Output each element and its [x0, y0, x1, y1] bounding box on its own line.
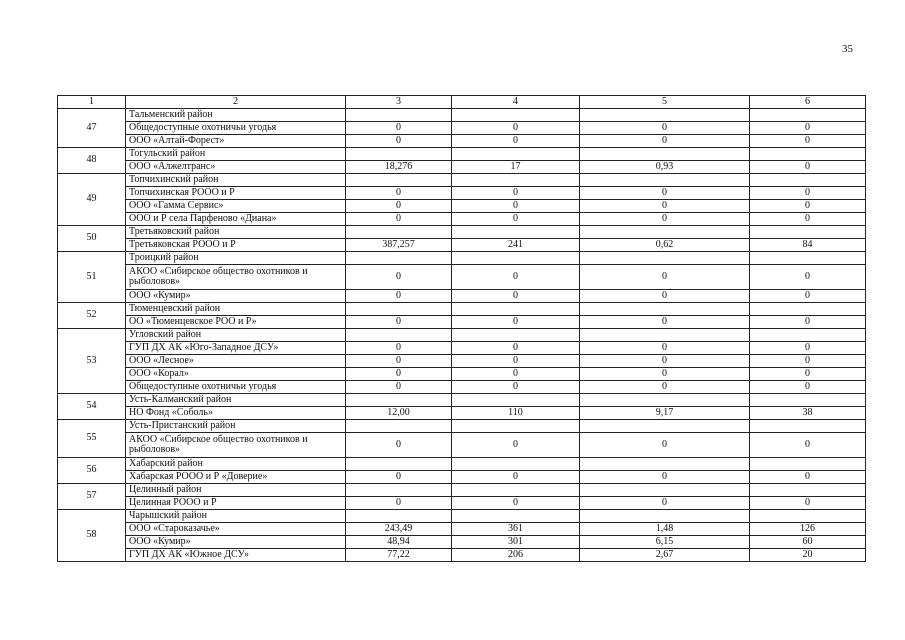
empty-cell	[452, 252, 580, 265]
value-cell-c4: 0	[452, 200, 580, 213]
value-cell-c5: 0	[580, 265, 750, 290]
empty-cell	[750, 510, 866, 523]
empty-cell	[346, 303, 452, 316]
empty-cell	[750, 394, 866, 407]
value-cell-c3: 0	[346, 213, 452, 226]
empty-cell	[750, 484, 866, 497]
organization-name: ООО «Гамма Сервис»	[126, 200, 346, 213]
empty-cell	[452, 510, 580, 523]
organization-name: ООО «Корал»	[126, 368, 346, 381]
empty-cell	[346, 420, 452, 433]
column-header: 4	[452, 96, 580, 109]
empty-cell	[580, 109, 750, 122]
empty-cell	[346, 510, 452, 523]
empty-cell	[750, 420, 866, 433]
value-cell-c4: 0	[452, 497, 580, 510]
table-row	[58, 290, 866, 303]
empty-cell	[452, 303, 580, 316]
organization-name: Общедоступные охотничьи угодья	[126, 381, 346, 394]
value-cell-c4: 301	[452, 536, 580, 549]
table-row	[58, 342, 866, 355]
organization-name: Третьяковская РООО и Р	[126, 239, 346, 252]
value-cell-c4: 0	[452, 471, 580, 484]
value-cell-c5: 2,67	[580, 549, 750, 562]
value-cell-c6: 126	[750, 523, 866, 536]
row-number: 48	[58, 148, 126, 174]
empty-cell	[452, 329, 580, 342]
district-row	[58, 458, 866, 471]
row-number: 55	[58, 420, 126, 458]
row-number: 52	[58, 303, 126, 329]
value-cell-c4: 0	[452, 355, 580, 368]
value-cell-c6: 38	[750, 407, 866, 420]
empty-cell	[750, 329, 866, 342]
empty-cell	[580, 420, 750, 433]
value-cell-c3: 0	[346, 355, 452, 368]
empty-cell	[580, 303, 750, 316]
value-cell-c5: 0	[580, 200, 750, 213]
empty-cell	[580, 458, 750, 471]
value-cell-c5: 0,62	[580, 239, 750, 252]
hunting-grounds-table	[57, 95, 866, 562]
value-cell-c4: 206	[452, 549, 580, 562]
value-cell-c6: 0	[750, 433, 866, 458]
district-row	[58, 109, 866, 122]
row-number: 58	[58, 510, 126, 562]
value-cell-c3: 0	[346, 200, 452, 213]
value-cell-c4: 110	[452, 407, 580, 420]
empty-cell	[346, 226, 452, 239]
value-cell-c3: 0	[346, 471, 452, 484]
district-row	[58, 420, 866, 433]
value-cell-c5: 0	[580, 381, 750, 394]
value-cell-c4: 17	[452, 161, 580, 174]
value-cell-c4: 0	[452, 187, 580, 200]
value-cell-c3: 0	[346, 381, 452, 394]
empty-cell	[580, 174, 750, 187]
empty-cell	[452, 174, 580, 187]
value-cell-c5: 0	[580, 471, 750, 484]
organization-name: ООО и Р села Парфеново «Диана»	[126, 213, 346, 226]
empty-cell	[452, 148, 580, 161]
value-cell-c5: 1,48	[580, 523, 750, 536]
value-cell-c3: 12,00	[346, 407, 452, 420]
value-cell-c4: 361	[452, 523, 580, 536]
value-cell-c6: 20	[750, 549, 866, 562]
empty-cell	[580, 148, 750, 161]
district-name: Усть-Калманский район	[126, 394, 346, 407]
district-row	[58, 329, 866, 342]
value-cell-c6: 0	[750, 316, 866, 329]
district-name: Тюменцевский район	[126, 303, 346, 316]
page-number: 35	[842, 43, 853, 55]
value-cell-c6: 0	[750, 200, 866, 213]
district-name: Усть-Пристанский район	[126, 420, 346, 433]
value-cell-c5: 0	[580, 355, 750, 368]
empty-cell	[346, 109, 452, 122]
column-header: 6	[750, 96, 866, 109]
column-header: 1	[58, 96, 126, 109]
table-row	[58, 368, 866, 381]
value-cell-c5: 0	[580, 135, 750, 148]
empty-cell	[452, 458, 580, 471]
district-row	[58, 510, 866, 523]
value-cell-c5: 0	[580, 290, 750, 303]
value-cell-c4: 0	[452, 316, 580, 329]
row-number: 54	[58, 394, 126, 420]
value-cell-c4: 0	[452, 342, 580, 355]
empty-cell	[580, 329, 750, 342]
empty-cell	[750, 226, 866, 239]
table-row	[58, 433, 866, 458]
value-cell-c6: 0	[750, 355, 866, 368]
empty-cell	[580, 394, 750, 407]
value-cell-c3: 18,276	[346, 161, 452, 174]
column-header: 5	[580, 96, 750, 109]
empty-cell	[750, 252, 866, 265]
value-cell-c3: 387,257	[346, 239, 452, 252]
table-row	[58, 497, 866, 510]
district-name: Тальменский район	[126, 109, 346, 122]
organization-name: АКОО «Сибирское общество охотников и рыболовов»	[126, 265, 346, 290]
empty-cell	[580, 510, 750, 523]
district-name: Хабарский район	[126, 458, 346, 471]
organization-name: ООО «Кумир»	[126, 290, 346, 303]
empty-cell	[452, 394, 580, 407]
empty-cell	[452, 484, 580, 497]
table-row	[58, 536, 866, 549]
organization-name: Хабарская РООО и Р «Доверие»	[126, 471, 346, 484]
row-number: 56	[58, 458, 126, 484]
value-cell-c5: 0	[580, 316, 750, 329]
value-cell-c5: 0	[580, 122, 750, 135]
empty-cell	[346, 174, 452, 187]
value-cell-c6: 0	[750, 290, 866, 303]
value-cell-c6: 60	[750, 536, 866, 549]
empty-cell	[346, 394, 452, 407]
organization-name: ООО «Алтай-Форест»	[126, 135, 346, 148]
table-row	[58, 523, 866, 536]
value-cell-c5: 0	[580, 187, 750, 200]
value-cell-c4: 0	[452, 265, 580, 290]
row-number: 50	[58, 226, 126, 252]
value-cell-c3: 243,49	[346, 523, 452, 536]
empty-cell	[750, 458, 866, 471]
value-cell-c3: 0	[346, 187, 452, 200]
empty-cell	[346, 484, 452, 497]
value-cell-c5: 9,17	[580, 407, 750, 420]
value-cell-c3: 0	[346, 122, 452, 135]
table-row	[58, 161, 866, 174]
value-cell-c6: 0	[750, 497, 866, 510]
value-cell-c5: 6,15	[580, 536, 750, 549]
table-row	[58, 471, 866, 484]
table-row	[58, 407, 866, 420]
organization-name: НО Фонд «Соболь»	[126, 407, 346, 420]
value-cell-c3: 0	[346, 368, 452, 381]
organization-name: Целинная РООО и Р	[126, 497, 346, 510]
district-row	[58, 484, 866, 497]
organization-name: ОО «Тюменцевское РОО и Р»	[126, 316, 346, 329]
value-cell-c4: 0	[452, 213, 580, 226]
value-cell-c4: 0	[452, 368, 580, 381]
value-cell-c5: 0	[580, 342, 750, 355]
organization-name: ООО «Алжелтранс»	[126, 161, 346, 174]
empty-cell	[750, 109, 866, 122]
value-cell-c5: 0	[580, 433, 750, 458]
table-row	[58, 213, 866, 226]
value-cell-c6: 0	[750, 122, 866, 135]
organization-name: Общедоступные охотничьи угодья	[126, 122, 346, 135]
empty-cell	[452, 226, 580, 239]
organization-name: Топчихинская РООО и Р	[126, 187, 346, 200]
table-row	[58, 355, 866, 368]
empty-cell	[346, 458, 452, 471]
empty-cell	[750, 303, 866, 316]
table-row	[58, 187, 866, 200]
district-name: Целинный район	[126, 484, 346, 497]
empty-cell	[750, 148, 866, 161]
row-number: 47	[58, 109, 126, 148]
value-cell-c4: 0	[452, 433, 580, 458]
organization-name: ООО «Лесное»	[126, 355, 346, 368]
row-number: 53	[58, 329, 126, 394]
district-name: Топчихинский район	[126, 174, 346, 187]
empty-cell	[346, 329, 452, 342]
value-cell-c3: 0	[346, 316, 452, 329]
value-cell-c6: 0	[750, 381, 866, 394]
district-row	[58, 174, 866, 187]
row-number: 51	[58, 252, 126, 303]
district-name: Чарышский район	[126, 510, 346, 523]
table-row	[58, 549, 866, 562]
row-number: 57	[58, 484, 126, 510]
district-row	[58, 394, 866, 407]
value-cell-c3: 0	[346, 342, 452, 355]
organization-name: ГУП ДХ АК «Южное ДСУ»	[126, 549, 346, 562]
organization-name: ГУП ДХ АК «Юго-Западное ДСУ»	[126, 342, 346, 355]
district-row	[58, 226, 866, 239]
value-cell-c4: 0	[452, 290, 580, 303]
empty-cell	[580, 484, 750, 497]
empty-cell	[750, 174, 866, 187]
column-header: 3	[346, 96, 452, 109]
district-row	[58, 148, 866, 161]
value-cell-c6: 0	[750, 342, 866, 355]
table-row	[58, 381, 866, 394]
table-header-row	[58, 96, 866, 109]
table-row	[58, 239, 866, 252]
district-name: Троицкий район	[126, 252, 346, 265]
value-cell-c5: 0	[580, 497, 750, 510]
value-cell-c6: 84	[750, 239, 866, 252]
district-row	[58, 252, 866, 265]
value-cell-c4: 0	[452, 381, 580, 394]
value-cell-c3: 0	[346, 497, 452, 510]
organization-name: ООО «Староказачье»	[126, 523, 346, 536]
value-cell-c6: 0	[750, 471, 866, 484]
value-cell-c6: 0	[750, 265, 866, 290]
district-row	[58, 303, 866, 316]
organization-name: ООО «Кумир»	[126, 536, 346, 549]
value-cell-c6: 0	[750, 161, 866, 174]
value-cell-c4: 0	[452, 135, 580, 148]
value-cell-c6: 0	[750, 368, 866, 381]
value-cell-c6: 0	[750, 213, 866, 226]
empty-cell	[580, 252, 750, 265]
value-cell-c5: 0	[580, 368, 750, 381]
table-row	[58, 200, 866, 213]
value-cell-c3: 48,94	[346, 536, 452, 549]
empty-cell	[580, 226, 750, 239]
empty-cell	[346, 252, 452, 265]
column-header: 2	[126, 96, 346, 109]
table-row	[58, 316, 866, 329]
value-cell-c3: 0	[346, 290, 452, 303]
table-row	[58, 135, 866, 148]
value-cell-c3: 0	[346, 433, 452, 458]
table-body	[58, 96, 866, 562]
empty-cell	[452, 420, 580, 433]
district-name: Тогульский район	[126, 148, 346, 161]
value-cell-c5: 0,93	[580, 161, 750, 174]
district-name: Угловский район	[126, 329, 346, 342]
value-cell-c3: 0	[346, 135, 452, 148]
value-cell-c4: 241	[452, 239, 580, 252]
empty-cell	[346, 148, 452, 161]
value-cell-c4: 0	[452, 122, 580, 135]
row-number: 49	[58, 174, 126, 226]
value-cell-c6: 0	[750, 187, 866, 200]
value-cell-c3: 77,22	[346, 549, 452, 562]
table-row	[58, 265, 866, 290]
district-name: Третьяковский район	[126, 226, 346, 239]
value-cell-c6: 0	[750, 135, 866, 148]
value-cell-c5: 0	[580, 213, 750, 226]
empty-cell	[452, 109, 580, 122]
organization-name: АКОО «Сибирское общество охотников и рыболовов»	[126, 433, 346, 458]
value-cell-c3: 0	[346, 265, 452, 290]
table-row	[58, 122, 866, 135]
